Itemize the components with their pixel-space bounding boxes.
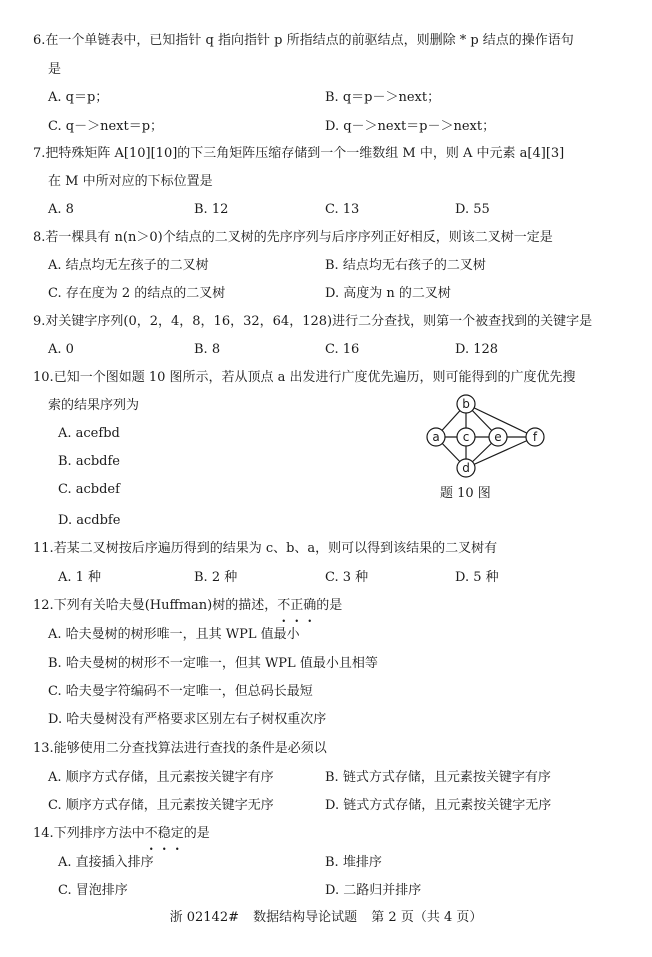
- question-8-option-d: D. 高度为 n 的二叉树: [325, 286, 451, 301]
- question-6-option-b: B. q＝p－＞next；: [325, 90, 441, 105]
- question-13-option-b: B. 链式方式存储，且元素按关键字有序: [325, 770, 551, 785]
- question-14-stem: 14.下列排序方法中不稳定的是: [33, 826, 210, 841]
- question-7-option-b: B. 12: [194, 202, 229, 217]
- question-10-option-a: A. acefbd: [58, 426, 120, 441]
- question-9-option-c: C. 16: [325, 342, 360, 357]
- question-8-stem: 8.若一棵具有 n(n＞0)个结点的二叉树的先序序列与后序序列正好相反，则该二叉树一定是: [33, 230, 553, 245]
- node-f-label: f: [532, 430, 538, 444]
- graph-figure-10: [420, 392, 550, 482]
- question-8-option-c: C. 存在度为 2 的结点的二叉树: [48, 286, 226, 301]
- question-12-stem: 12.下列有关哈夫曼(Huffman)树的描述，不正确的是: [33, 598, 343, 613]
- question-7-option-a: A. 8: [48, 202, 74, 217]
- question-10-option-c: C. acbdef: [58, 482, 120, 497]
- question-7-option-d: D. 55: [455, 202, 490, 217]
- question-12-option-a: A. 哈夫曼树的树形唯一，且其 WPL 值最小: [48, 627, 300, 642]
- node-a-label: a: [432, 430, 440, 444]
- node-c-label: c: [462, 430, 470, 444]
- page-footer: [0, 909, 652, 927]
- question-12-option-b: B. 哈夫曼树的树形不一定唯一，但其 WPL 值最小且相等: [48, 656, 378, 671]
- question-12-option-c: C. 哈夫曼字符编码不一定唯一，但总码长最短: [48, 684, 313, 699]
- question-6-option-d: D. q－＞next＝p－＞next；: [325, 119, 496, 134]
- question-9-stem: 9.对关键字序列(0，2，4，8，16，32，64，128)进行二分查找，则第一个被查找到的关键字是: [33, 314, 593, 329]
- node-d-label: d: [462, 461, 470, 475]
- question-7-stem-line-2: 在 M 中所对应的下标位置是: [48, 174, 213, 189]
- question-13-option-c: C. 顺序方式存储，且元素按关键字无序: [48, 798, 274, 813]
- question-7-option-c: C. 13: [325, 202, 360, 217]
- question-11-option-c: C. 3 种: [325, 570, 369, 585]
- node-e-label: e: [494, 430, 502, 444]
- question-8-option-b: B. 结点均无右孩子的二叉树: [325, 258, 486, 273]
- question-8-option-a: A. 结点均无左孩子的二叉树: [48, 258, 209, 273]
- question-14-option-b: B. 堆排序: [325, 855, 382, 870]
- question-9-option-a: A. 0: [48, 342, 74, 357]
- exam-code: 浙 02142#: [169, 910, 239, 925]
- question-9-option-b: B. 8: [194, 342, 221, 357]
- question-14-option-a: A. 直接插入排序: [58, 855, 154, 870]
- question-6-option-a: A. q＝p；: [48, 90, 109, 105]
- figure-10-caption: 题 10 图: [440, 486, 491, 501]
- question-10-stem-line-2: 索的结果序列为: [48, 398, 140, 413]
- question-11-option-a: A. 1 种: [58, 570, 102, 585]
- question-13-option-d: D. 链式方式存储，且元素按关键字无序: [325, 798, 552, 813]
- question-14-option-c: C. 冒泡排序: [58, 883, 128, 898]
- question-6-option-c: C. q－＞next＝p；: [48, 119, 164, 134]
- question-11-stem: 11.若某二叉树按后序遍历得到的结果为 c、b、a，则可以得到该结果的二叉树有: [33, 541, 498, 556]
- question-11-option-d: D. 5 种: [455, 570, 499, 585]
- question-6-stem-line-2: 是: [48, 62, 62, 77]
- question-13-stem: 13.能够使用二分查找算法进行查找的条件是必须以: [33, 741, 327, 756]
- question-14-option-d: D. 二路归并排序: [325, 883, 422, 898]
- question-13-option-a: A. 顺序方式存储，且元素按关键字有序: [48, 770, 274, 785]
- question-7-stem-line-1: 7.把特殊矩阵 A[10][10]的下三角矩阵压缩存储到一个一维数组 M 中，则 A 中元素 a[4][3]: [33, 146, 565, 161]
- node-b-label: b: [462, 397, 470, 411]
- exam-title: 数据结构导论试题: [253, 910, 358, 925]
- question-12-option-d: D. 哈夫曼树没有严格要求区别左右子树权重次序: [48, 712, 327, 727]
- page-number: 第 2 页（共 4 页）: [371, 910, 483, 925]
- question-10-option-d: D. acdbfe: [58, 513, 121, 528]
- question-6-stem-line-1: 6.在一个单链表中，已知指针 q 指向指针 p 所指结点的前驱结点，则删除 * p 结点的操作语句: [33, 33, 574, 48]
- question-10-stem-line-1: 10.已知一个图如题 10 图所示，若从顶点 a 出发进行广度优先遍历，则可能得到的广度优先搜: [33, 370, 576, 385]
- question-9-option-d: D. 128: [455, 342, 499, 357]
- question-11-option-b: B. 2 种: [194, 570, 238, 585]
- question-10-option-b: B. acbdfe: [58, 454, 120, 469]
